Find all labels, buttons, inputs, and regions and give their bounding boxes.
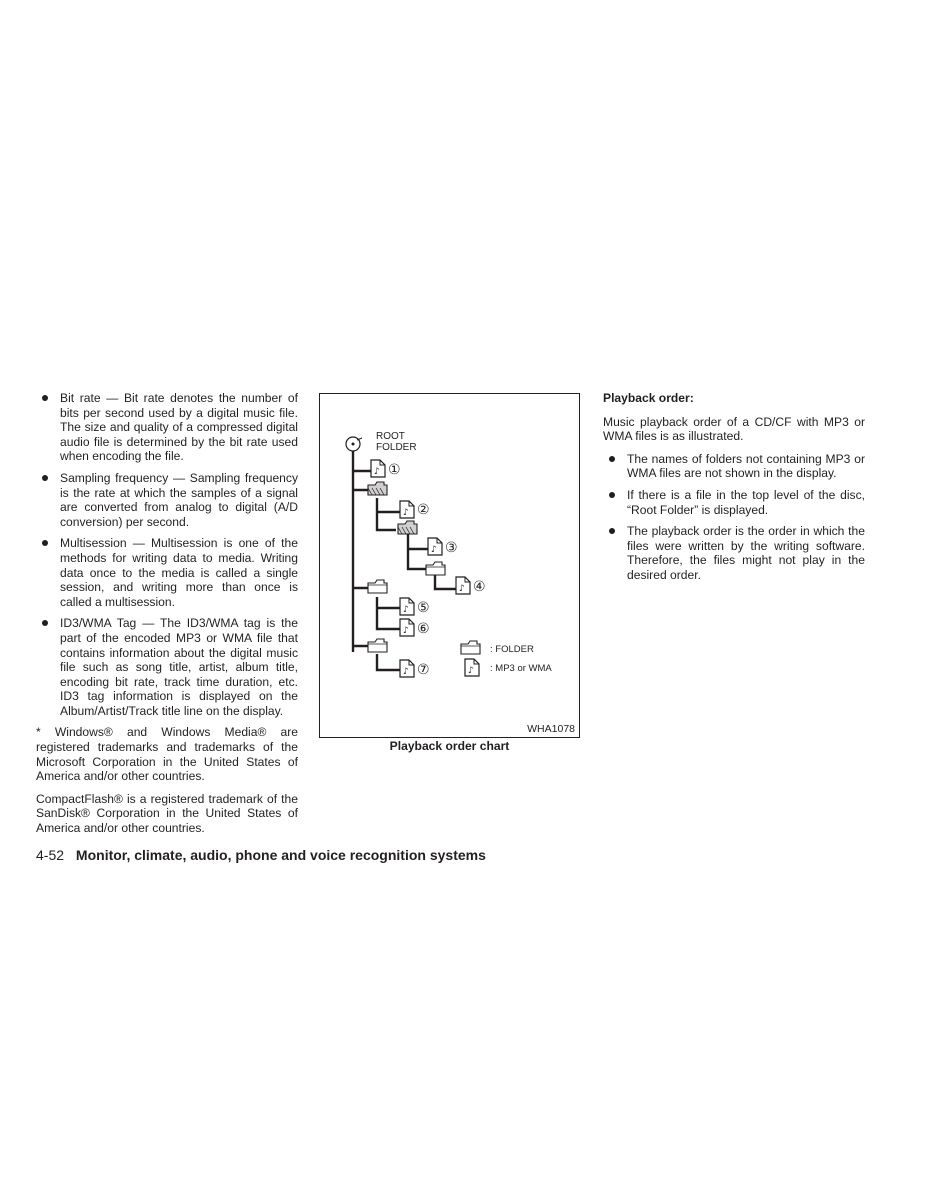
left-column — [36, 391, 298, 844]
mp3-file-icon — [456, 577, 470, 594]
legend-file-icon — [465, 659, 479, 676]
folder-icon — [368, 482, 387, 495]
mp3-file-icon — [400, 598, 414, 615]
root-label-line2: FOLDER — [376, 442, 417, 453]
folder-icon — [368, 639, 387, 652]
bullet-icon — [42, 620, 48, 626]
list-item — [36, 391, 298, 464]
list-item — [603, 452, 865, 481]
tree-lines — [353, 451, 456, 670]
mp3-file-icon — [400, 501, 414, 518]
bullet-icon — [42, 540, 48, 546]
list-item — [603, 488, 865, 517]
multisession-text: Multisession — Multisession is one of the methods for writing data to media. Writing data once to the media is called a single session, and writing more than once is called a multisession. — [60, 536, 298, 609]
figure-code: WHA1078 — [527, 723, 575, 735]
track-number-7: ⑦ — [417, 662, 430, 678]
track-number-5: ⑤ — [417, 600, 430, 616]
folder-icon — [426, 562, 445, 575]
page-number: 4-52 — [36, 847, 65, 863]
note-text: If there is a file in the top level of the disc, “Root Folder” is displayed. — [627, 487, 865, 517]
legend-folder-label: : FOLDER — [490, 644, 534, 655]
compactflash-trademark-note: CompactFlash® is a registered trademark of the SanDisk® Corporation in the United States of America and/or other countries. — [36, 791, 298, 836]
folder-icon — [368, 580, 387, 593]
root-label-line1: ROOT — [376, 431, 405, 442]
mp3-file-icon — [400, 619, 414, 636]
page-footer — [36, 847, 486, 863]
right-column — [603, 391, 865, 590]
root-disc-icon — [346, 437, 362, 451]
bullet-icon — [42, 395, 48, 401]
track-number-1: ① — [388, 462, 401, 478]
bullet-icon — [42, 475, 48, 481]
folder-tree-diagram: ♪ ROOT FOLDER ① ② ③ ④ ⑤ ⑥ ⑦ : FOLDER : MP3 or WMA — [323, 401, 552, 678]
mp3-file-icon — [400, 660, 414, 677]
list-item — [36, 616, 298, 718]
track-number-2: ② — [417, 502, 430, 518]
playback-notes-list — [603, 452, 865, 583]
track-number-3: ③ — [445, 540, 458, 556]
section-title: Monitor, climate, audio, phone and voice recognition systems — [75, 847, 486, 863]
intro-paragraph: Music playback order of a CD/CF with MP3 or WMA files is as illustrated. — [603, 414, 865, 444]
id3-tag-text: ID3/WMA Tag — The ID3/WMA tag is the part of the encoded MP3 or WMA file that contains information about the digital music file such as song title, artist, album title, encoding bit rate, track time duration, etc. ID3 tag information is displayed on the Album/Artist/Track title line on the display. — [60, 616, 298, 718]
bullet-icon — [609, 456, 615, 462]
windows-trademark-note: * Windows® and Windows Media® are registered trademarks and trademarks of the Microsoft Corporation in the United States of America and/or other countries. — [36, 725, 298, 784]
mp3-file-icon — [371, 460, 385, 477]
track-number-6: ⑥ — [417, 621, 430, 637]
list-item — [603, 524, 865, 582]
bullet-icon — [609, 492, 615, 498]
bullet-icon — [609, 528, 615, 534]
legend-file-label: : MP3 or WMA — [490, 663, 552, 674]
list-item — [36, 536, 298, 609]
playback-order-figure — [319, 393, 580, 738]
definitions-list — [36, 391, 298, 718]
mp3-file-icon — [428, 538, 442, 555]
note-text: The names of folders not containing MP3 or WMA files are not shown in the display. — [627, 451, 865, 481]
note-text: The playback order is the order in which the files were written by the writing software. Therefore, the files might not play in the desired order. — [627, 524, 865, 582]
section-heading: Playback order: — [603, 391, 694, 405]
folder-icon — [398, 521, 417, 534]
legend-folder-icon — [461, 641, 480, 654]
bitrate-text: Bit rate — Bit rate denotes the number of bits per second used by a digital music file. The size and quality of a compressed digital audio file is determined by the bit rate used when encoding the file. — [60, 391, 298, 464]
track-number-4: ④ — [473, 579, 486, 595]
sampling-frequency-text: Sampling frequency — Sampling frequency is the rate at which the samples of a signal are converted from analog to digital (A/D conversion) per second. — [60, 470, 298, 529]
figure-caption: Playback order chart — [389, 739, 510, 753]
list-item — [36, 471, 298, 529]
